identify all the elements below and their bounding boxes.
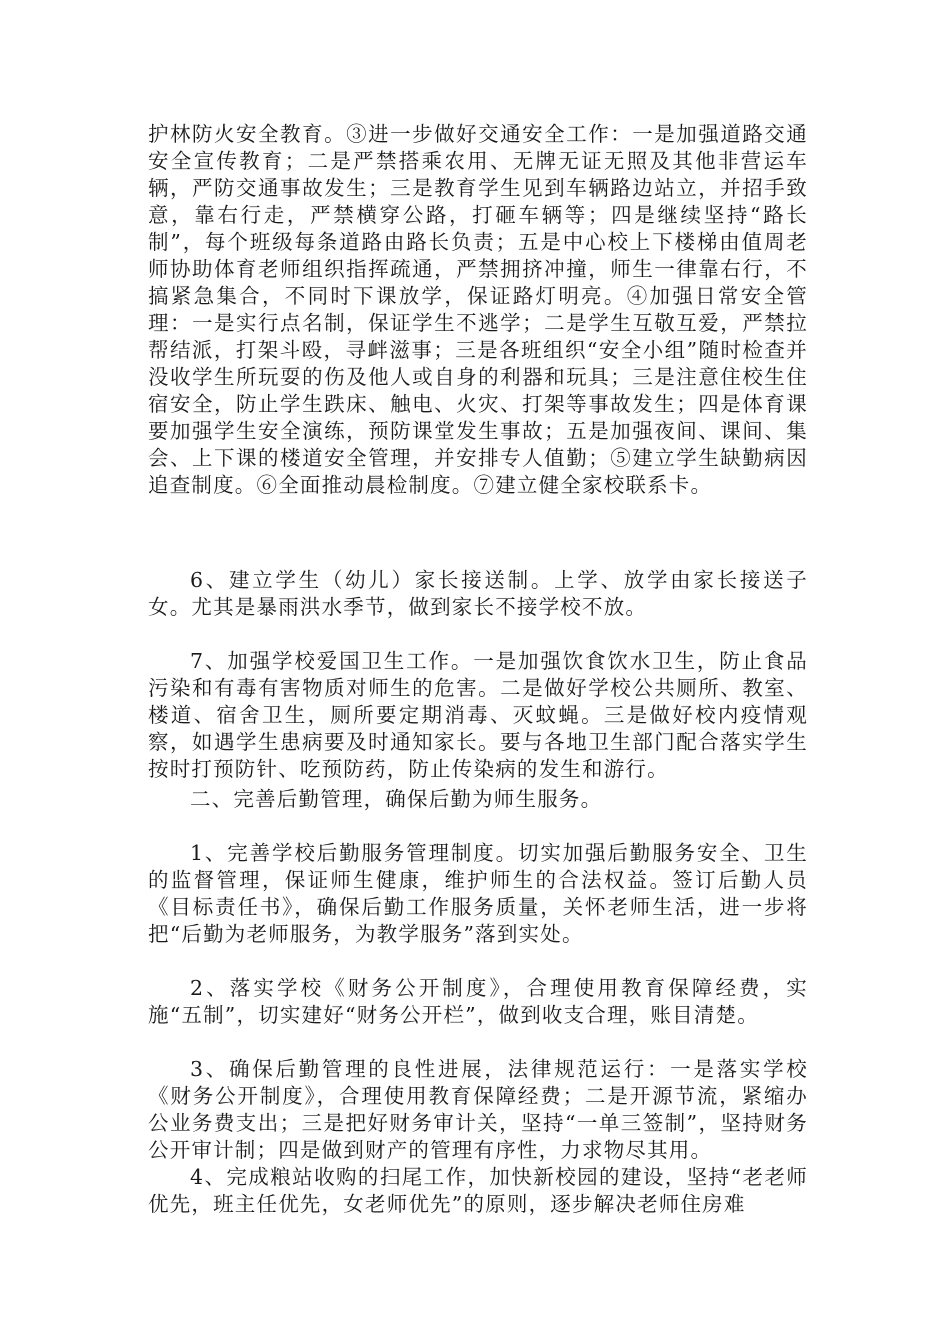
paragraph-logistics-item-3: 3、确保后勤管理的良性进展，法律规范运行：一是落实学校《财务公开制度》，合理使用教育保障经费；二是开源节流，紧缩办公业务费支出；三是把好财务审计关，坚持“一单三签制”，坚持财务公开审计制；四是做到财产的管理有序性，力求物尽其用。 <box>148 1057 808 1162</box>
paragraph-logistics-item-1: 1、完善学校后勤服务管理制度。切实加强后勤服务安全、卫生的监督管理，保证师生健康，维护师生的合法权益。签订后勤人员《目标责任书》，确保后勤工作服务质量，关怀老师生活，进一步将把“后勤为老师服务，为教学服务”落到实处。 <box>148 841 808 946</box>
paragraph-logistics-item-4: 4、完成粮站收购的扫尾工作，加快新校园的建设，坚持“老老师优先，班主任优先，女老师优先”的原则，逐步解决老师住房难 <box>148 1165 808 1216</box>
paragraph-safety-management-continued: 护林防火安全教育。③进一步做好交通安全工作：一是加强道路交通安全宣传教育；二是严禁搭乘农用、无牌无证无照及其他非营运车辆，严防交通事故发生；三是教育学生见到车辆路边站立，并招手致意，靠右行走，严禁横穿公路，打砸车辆等；四是继续坚持“路长制”，每个班级每条道路由路长负责；五是中心校上下楼梯由值周老师协助体育老师组织指挥疏通，严禁拥挤冲撞，师生一律靠右行，不搞紧急集合，不同时下课放学，保证路灯明亮。④加强日常安全管理：一是实行点名制，保证学生不逃学；二是学生互敬互爱，严禁拉帮结派，打架斗殴，寻衅滋事；三是各班组织“安全小组”随时检查并没收学生所玩耍的伤及他人或自身的利器和玩具；三是注意住校生住宿安全，防止学生跌床、触电、火灾、打架等事故发生；四是体育课要加强学生安全演练，预防课堂发生事故；五是加强夜间、课间、集会、上下课的楼道安全管理，并安排专人值勤；⑤建立学生缺勤病因追查制度。⑥全面推动晨检制度。⑦建立健全家校联系卡。 <box>148 122 808 497</box>
paragraph-item-6-parent-pickup: 6、建立学生（幼儿）家长接送制。上学、放学由家长接送子女。尤其是暴雨洪水季节，做到家长不接学校不放。 <box>148 568 808 619</box>
section-heading-logistics: 二、完善后勤管理，确保后勤为师生服务。 <box>190 787 603 811</box>
paragraph-item-7-hygiene: 7、加强学校爱国卫生工作。一是加强饮食饮水卫生，防止食品污染和有毒有害物质对师生的危害。二是做好学校公共厕所、教室、楼道、宿舍卫生，厕所要定期消毒、灭蚊蝇。三是做好校内疫情观察，如遇学生患病要及时通知家长。要与各地卫生部门配合落实学生按时打预防针、吃预防药，防止传染病的发生和游行。 <box>148 649 808 781</box>
paragraph-logistics-item-2: 2、落实学校《财务公开制度》，合理使用教育保障经费，实施“五制”，切实建好“财务公开栏”，做到收支合理，账目清楚。 <box>148 976 808 1027</box>
